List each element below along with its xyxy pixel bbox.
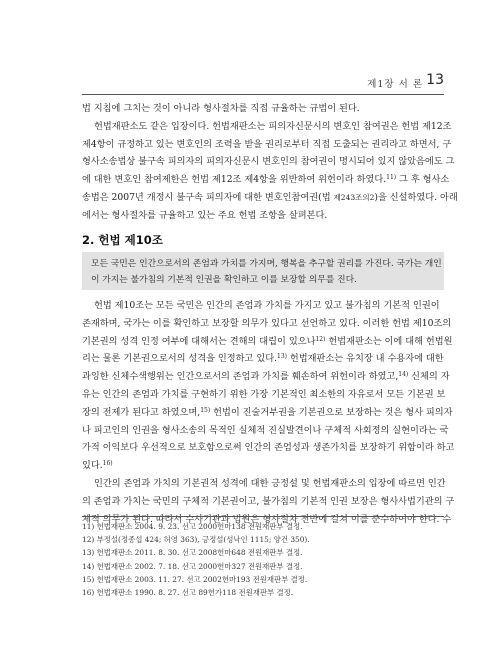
footnotes (82, 520, 444, 599)
text-line: 나 피고인의 인권을 형사소송의 목적인 실체적 진실발견이나 구체적 사회정의 실현이라는 국 (82, 424, 449, 436)
text-line: 체적 의무가 된다. 따라서 수사기관과 법원은 형사절차 전반에 걸쳐 이를 준수하여야 한다. 수 (82, 513, 452, 525)
footnote: 12) 부정설(정종섭 424; 허영 363), 긍정설(성낙인 1115; 양건 350). (82, 535, 310, 545)
body-text (82, 297, 455, 528)
page-number: 13 (426, 72, 444, 88)
footnote-ref: 16) (102, 460, 113, 468)
running-header (0, 72, 500, 92)
text-line: 유는 인간의 존엄과 가치를 구현하기 위한 가장 기본적인 최소한의 자유로서 모든 기본권 보 (82, 388, 446, 400)
footnote: 15) 헌법재판소 2003. 11. 27. 선고 2002헌마193 전원재판부 결정. (82, 574, 308, 584)
footnote-ref: 11) (386, 174, 397, 182)
footnote: 11) 헌법재판소 2004. 9. 23. 선고 2000헌마138 전원재판부 결정. (82, 522, 303, 531)
section-heading: 2. 헌법 제10조 (82, 233, 163, 247)
text-line: 가적 이익보다 우선적으로 보호함으로써 인간의 존엄성과 생존가치를 보장하기 위함이라 하고 (82, 442, 455, 454)
text-line: 인간의 존엄과 가치의 기본권적 성격에 대한 긍정설 및 헌법재판소의 입장에 따르면 인간 (94, 477, 446, 489)
chapter-title: 제1장 서 론 (367, 79, 423, 90)
footnote-ref: 12) (315, 335, 326, 343)
intro-text (82, 100, 458, 225)
text-line: 헌법재판소도 같은 입장이다. 헌법재판소는 피의자신문시의 변호인 참여권은 헌법 제12조 (94, 120, 452, 132)
text-line: 기본권의 성격 인정 여부에 대해서는 견해의 대립이 있으나$^{12)}$ 헌법재판소는 이에 대해 헌법원 (82, 335, 453, 347)
footnote-rule (82, 516, 444, 517)
text-line: 의 존엄과 가치는 국민의 구체적 기본권이고, 불가침의 기본적 인권 보장은 형사사법기관의 구 (82, 495, 455, 507)
text-line: 있다.$^{16)}$ (82, 460, 113, 472)
text-line: 제4항이 규정하고 있는 변호인의 조력을 받을 권리로부터 직접 도출되는 권리라고 하면서, 구 (82, 138, 452, 150)
summary-line: 모든 국민은 인간으로서의 존엄과 가치를 가지며, 행복을 추구할 권리를 가진다. 국가는 개인 (91, 259, 442, 269)
footnote: 13) 헌법재판소 2011. 8. 30. 선고 2008헌마648 전원재판부 결정. (82, 548, 303, 558)
footnote-ref: 13) (277, 353, 288, 361)
text-line: 과잉한 신체수색행위는 인간으로서의 존엄과 가치를 훼손하여 위헌이라 하였고,$^{14)}$ 신체의 자 (82, 371, 450, 383)
footnote-ref: 15) (200, 406, 211, 414)
header-rule (82, 94, 444, 95)
footnote-ref: 14) (398, 371, 409, 379)
article-summary-box (82, 252, 444, 290)
text-line: 에 대한 변호인 참여제한은 헌법 제12조 제4항을 위반하여 위헌이라 하였다.$^{11)}$ 그 후 형사소 (82, 174, 450, 186)
text-line: 법 지침에 그치는 것이 아니라 형사절차를 직접 규율하는 규범이 된다. (82, 103, 360, 114)
text-line: 송법은 2007년 개정시 불구속 피의자에 대한 변호인참여권(법 제243조의2)을 신설하였다. 아래 (82, 191, 458, 203)
text-line: 존재하며, 국가는 이를 확인하고 보장할 의무가 있다고 선언하고 있다. 이러한 헌법 제10조의 (82, 317, 452, 329)
text-line: 장의 전제가 된다고 하였으며,$^{15)}$ 헌법이 진술거부권을 기본권으로 보장하는 것은 형사 피의자 (82, 406, 453, 418)
text-line: 에서는 형사절차를 규율하고 있는 주요 헌법 조항을 살펴본다. (82, 209, 328, 221)
footnote: 14) 헌법재판소 2002. 7. 18. 선고 2000헌마327 전원재판부 결정. (82, 561, 303, 571)
text-line: 리는 물론 기본권으로서의 성격을 인정하고 있다.$^{13)}$ 헌법재판소는 유치장 내 수용자에 대한 (82, 353, 444, 365)
text-line: 형사소송법상 불구속 피의자의 피의자신문시 변호인의 참여권이 명시되어 있지 않았음에도 그 (82, 156, 455, 168)
summary-line: 이 가지는 불가침의 기본적 인권을 확인하고 이를 보장할 의무를 진다. (91, 275, 357, 285)
footnote: 16) 헌법재판소 1990. 8. 27. 선고 89헌가118 전원재판부 결정. (82, 588, 294, 598)
text-line: 헌법 제10조는 모든 국민은 인간의 존엄과 가치를 가지고 있고 불가침의 기본적 인권이 (94, 300, 440, 311)
